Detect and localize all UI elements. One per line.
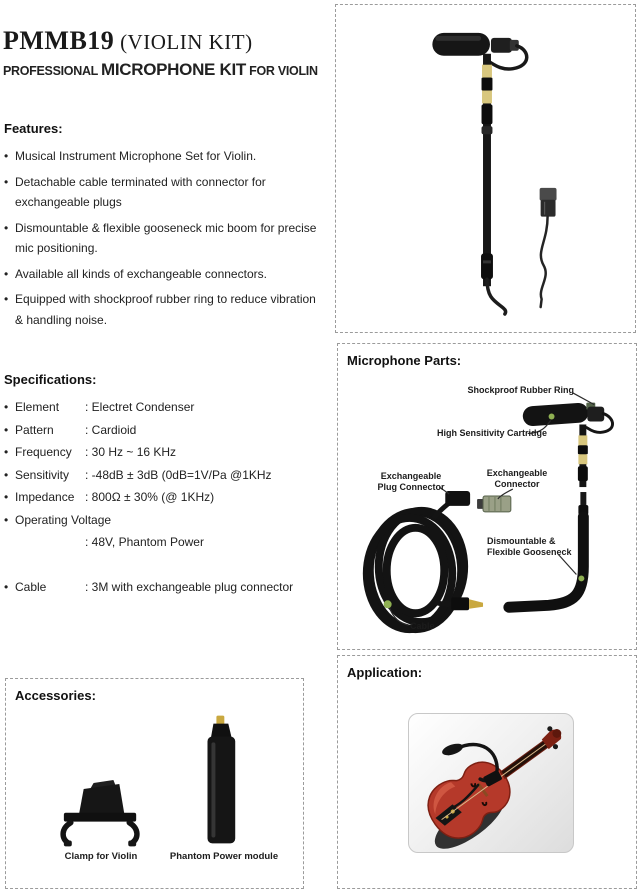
application-heading: Application:	[347, 665, 423, 680]
violin-with-mic-photo	[409, 714, 573, 852]
specifications-section	[4, 372, 330, 598]
bullet	[4, 486, 15, 509]
specifications-heading: Specifications:	[4, 372, 97, 387]
product-subtitle	[3, 60, 333, 80]
spec-value: : 3M with exchangeable plug connector	[85, 579, 294, 594]
product-photo-box	[335, 4, 636, 333]
spec-row	[4, 419, 330, 442]
spec-value: : -48dB ± 3dB (0dB=1V/Pa @1KHz	[85, 467, 272, 482]
spec-row	[4, 509, 330, 532]
label-line: Exchangeable	[486, 468, 548, 478]
feature-item: • Equipped with shockproof rubber ring to reduce vibration & handling noise.	[4, 289, 326, 330]
bullet	[4, 509, 15, 532]
specifications-table	[4, 396, 330, 598]
accessories-heading: Accessories:	[15, 688, 96, 703]
feature-item: • Detachable cable terminated with connector for exchangeable plugs	[4, 172, 326, 213]
feature-item: • Musical Instrument Microphone Set for Violin.	[4, 146, 326, 167]
bullet	[4, 441, 15, 464]
label-line: Plug Connector	[377, 481, 445, 492]
bullet	[4, 419, 15, 442]
feature-item: • Dismountable & flexible gooseneck mic boom for precise mic positioning.	[4, 218, 326, 259]
label-line: Connector	[494, 478, 540, 489]
microphone-photo	[336, 5, 635, 332]
microphone-parts-heading: Microphone Parts:	[347, 353, 462, 368]
subtitle-prefix: PROFESSIONAL	[3, 64, 101, 78]
label-shockproof-rubber-ring: Shockproof Rubber Ring	[467, 385, 574, 395]
spec-row	[4, 576, 330, 599]
microphone-parts-box	[337, 343, 637, 650]
spec-row	[4, 486, 330, 509]
product-title	[3, 26, 333, 56]
label-cable: Cable	[410, 621, 435, 631]
spec-value: : 800Ω ± 30% (@ 1KHz)	[85, 490, 215, 504]
product-kit-name: (VIOLIN KIT)	[114, 30, 253, 54]
features-section	[4, 121, 326, 335]
bullet	[4, 576, 15, 599]
label-line: Exchangeable	[380, 471, 442, 481]
spec-value: : Cardioid	[85, 422, 137, 437]
label-exchangeable-plug-connector	[374, 471, 448, 492]
application-photo-frame	[408, 713, 574, 853]
product-header	[3, 26, 333, 80]
label-dismountable-flexible-gooseneck	[487, 536, 572, 557]
accessories-box	[5, 678, 304, 889]
spec-label: Cable	[15, 579, 47, 594]
spec-label: Operating Voltage	[15, 512, 112, 527]
application-box	[337, 655, 637, 889]
spec-label: Sensitivity	[15, 467, 70, 482]
spec-label: Pattern	[15, 422, 54, 437]
features-list	[4, 146, 326, 330]
subtitle-suffix: FOR VIOLIN	[246, 64, 318, 78]
bullet	[4, 464, 15, 487]
spec-value: : 30 Hz ~ 16 KHz	[85, 445, 177, 459]
product-model: PMMB19	[3, 26, 115, 55]
bullet	[4, 396, 15, 419]
phantom-power-module-graphic	[207, 716, 235, 844]
spec-row	[4, 441, 330, 464]
spec-label: Impedance	[15, 490, 75, 504]
label-phantom-power-module: Phantom Power module	[169, 851, 279, 862]
spec-row-continuation	[4, 531, 330, 554]
features-heading: Features:	[4, 121, 63, 136]
label-line: Flexible Gooseneck	[487, 546, 572, 557]
label-line: Dismountable &	[487, 536, 556, 546]
clamp-graphic	[63, 780, 137, 846]
spec-row	[4, 464, 330, 487]
label-exchangeable-connector	[485, 468, 549, 489]
spec-value: : 48V, Phantom Power	[85, 535, 204, 549]
label-clamp-for-violin: Clamp for Violin	[64, 851, 138, 862]
spec-value: : Electret Condenser	[85, 400, 195, 414]
spec-label: Frequency	[15, 445, 72, 459]
feature-item: • Available all kinds of exchangeable connectors.	[4, 264, 326, 285]
label-high-sensitivity-cartridge: High Sensitivity Cartridge	[437, 428, 548, 438]
spec-label: Element	[15, 400, 60, 414]
subtitle-main: MICROPHONE KIT	[100, 60, 246, 79]
spec-row	[4, 396, 330, 419]
